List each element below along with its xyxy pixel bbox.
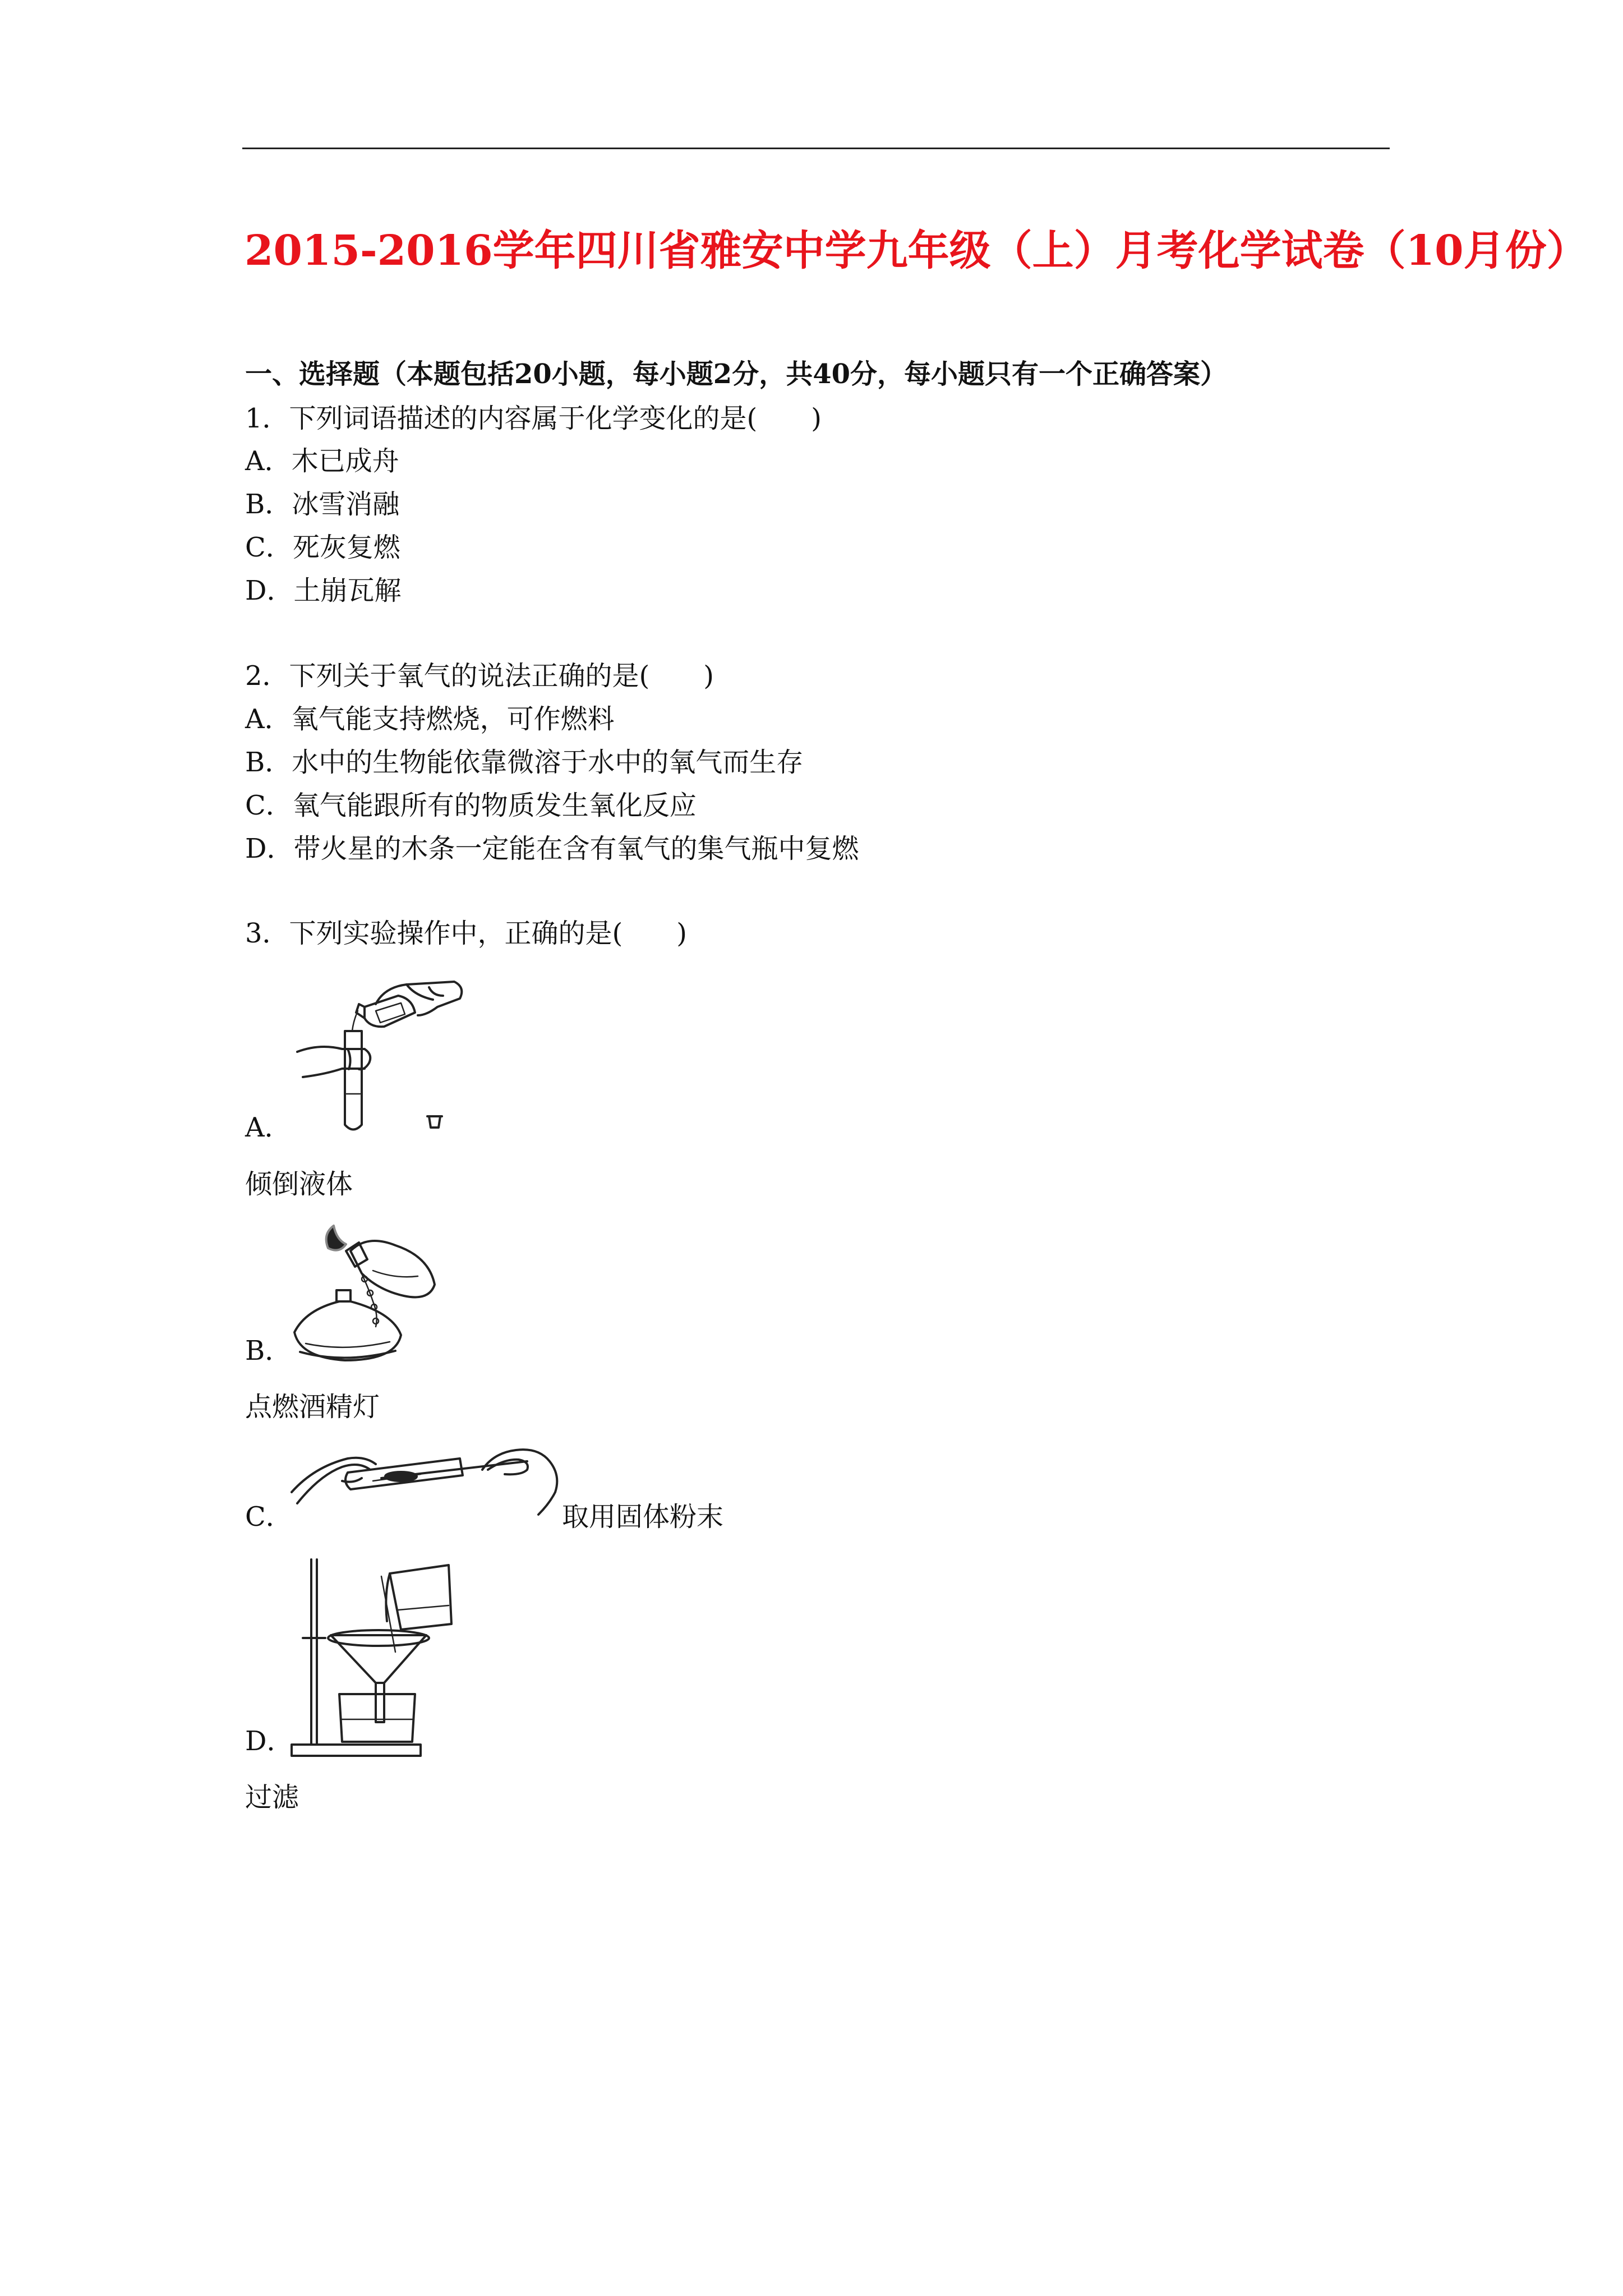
question-3-option-a-caption: 倾倒液体 [245, 1168, 353, 1200]
question-3-stem: 3．下列实验操作中，正确的是( ) [245, 918, 687, 949]
header-rule [242, 148, 1390, 149]
question-1-stem: 1．下列词语描述的内容属于化学变化的是( ) [245, 403, 822, 434]
question-3-option-c-letter: C． [245, 1501, 293, 1533]
question-3-option-a-letter: A． [245, 1112, 292, 1143]
page-title: 2015-2016学年四川省雅安中学九年级（上）月考化学试卷（10月份） [245, 227, 1588, 275]
question-3-option-b-letter: B． [245, 1335, 292, 1366]
question-2-option-b: B．水中的生物能依靠微溶于水中的氧气而生存 [245, 747, 804, 778]
question-1-option-c: C．死灰复燃 [245, 532, 400, 563]
light-alcohol-lamp-figure [283, 1217, 451, 1369]
question-1-option-a: A．木已成舟 [245, 445, 399, 477]
question-1-option-b: B．冰雪消融 [245, 489, 400, 520]
take-solid-powder-figure [292, 1436, 566, 1520]
question-3-option-d-letter: D． [245, 1726, 294, 1757]
question-2-stem: 2．下列关于氧气的说法正确的是( ) [245, 660, 714, 692]
question-3-option-b-caption: 点燃酒精灯 [245, 1391, 380, 1423]
pour-liquid-figure [286, 965, 471, 1144]
question-3-option-d-caption: 过滤 [245, 1782, 299, 1813]
question-1-option-d: D．土崩瓦解 [245, 575, 402, 606]
question-2-option-a: A．氧气能支持燃烧，可作燃料 [245, 703, 615, 735]
question-3-option-c-caption: 取用固体粉末 [562, 1501, 724, 1533]
filtration-figure [286, 1554, 465, 1756]
section-heading: 一、选择题（本题包括20小题，每小题2分，共40分，每小题只有一个正确答案） [245, 358, 1227, 390]
question-2-option-c: C．氧气能跟所有的物质发生氧化反应 [245, 790, 697, 821]
question-2-option-d: D．带火星的木条一定能在含有氧气的集气瓶中复燃 [245, 833, 859, 864]
